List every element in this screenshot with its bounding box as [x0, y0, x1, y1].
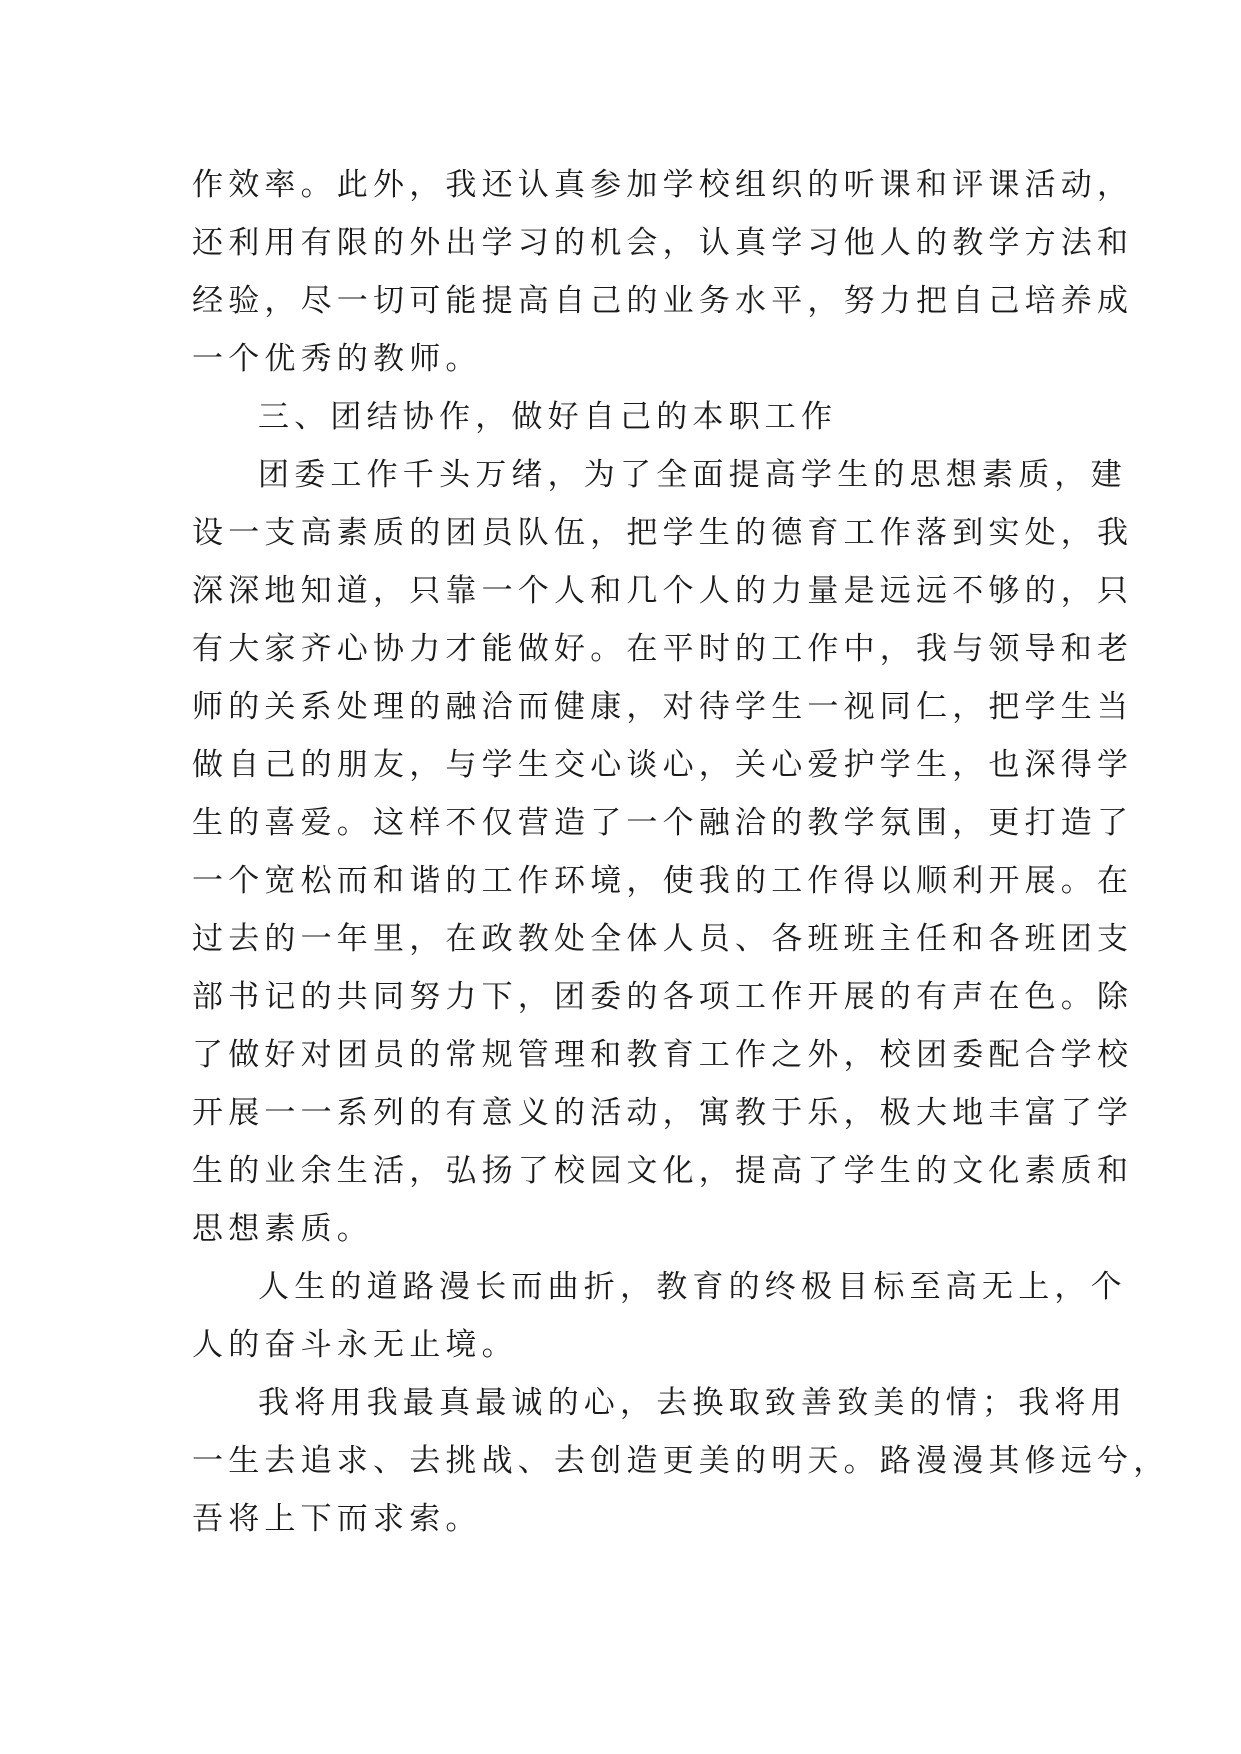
- text-line: 深深地知道，只靠一个人和几个人的力量是远远不够的，只: [192, 573, 1134, 609]
- text-line: 一个优秀的教师。: [192, 341, 482, 377]
- text-line: 师的关系处理的融洽而健康，对待学生一视同仁，把学生当: [192, 689, 1134, 725]
- text-line: 生的业余生活，弘扬了校园文化，提高了学生的文化素质和: [192, 1153, 1134, 1189]
- text-line: 一生去追求、去挑战、去创造更美的明天。路漫漫其修远兮，: [192, 1443, 1170, 1479]
- text-line: 经验，尽一切可能提高自己的业务水平，努力把自己培养成: [192, 283, 1134, 319]
- text-line: 一个宽松而和谐的工作环境，使我的工作得以顺利开展。在: [192, 863, 1134, 899]
- text-line: 生的喜爱。这样不仅营造了一个融洽的教学氛围，更打造了: [192, 805, 1134, 841]
- text-line: 了做好对团员的常规管理和教育工作之外，校团委配合学校: [192, 1037, 1134, 1073]
- section-heading: 三、团结协作，做好自己的本职工作: [258, 399, 838, 435]
- text-line: 过去的一年里，在政教处全体人员、各班班主任和各班团支: [192, 921, 1134, 957]
- text-line: 部书记的共同努力下，团委的各项工作开展的有声在色。除: [192, 979, 1134, 1015]
- text-line: 有大家齐心协力才能做好。在平时的工作中，我与领导和老: [192, 631, 1134, 667]
- text-line: 吾将上下而求索。: [192, 1501, 482, 1537]
- text-line: 我将用我最真最诚的心，去换取致善致美的情；我将用: [258, 1385, 1127, 1421]
- text-line: 人生的道路漫长而曲折，教育的终极目标至高无上，个: [258, 1269, 1127, 1305]
- text-line: 团委工作千头万绪，为了全面提高学生的思想素质，建: [258, 457, 1127, 493]
- text-line: 人的奋斗永无止境。: [192, 1327, 518, 1363]
- document-body: [192, 156, 1170, 1548]
- text-line: 还利用有限的外出学习的机会，认真学习他人的教学方法和: [192, 225, 1134, 261]
- text-line: 做自己的朋友，与学生交心谈心，关心爱护学生，也深得学: [192, 747, 1134, 783]
- text-line: 设一支高素质的团员队伍，把学生的德育工作落到实处，我: [192, 515, 1134, 551]
- text-line: 开展一一系列的有意义的活动，寓教于乐，极大地丰富了学: [192, 1095, 1134, 1131]
- text-line: 作效率。此外，我还认真参加学校组织的听课和评课活动，: [192, 167, 1134, 203]
- text-line: 思想素质。: [192, 1211, 373, 1247]
